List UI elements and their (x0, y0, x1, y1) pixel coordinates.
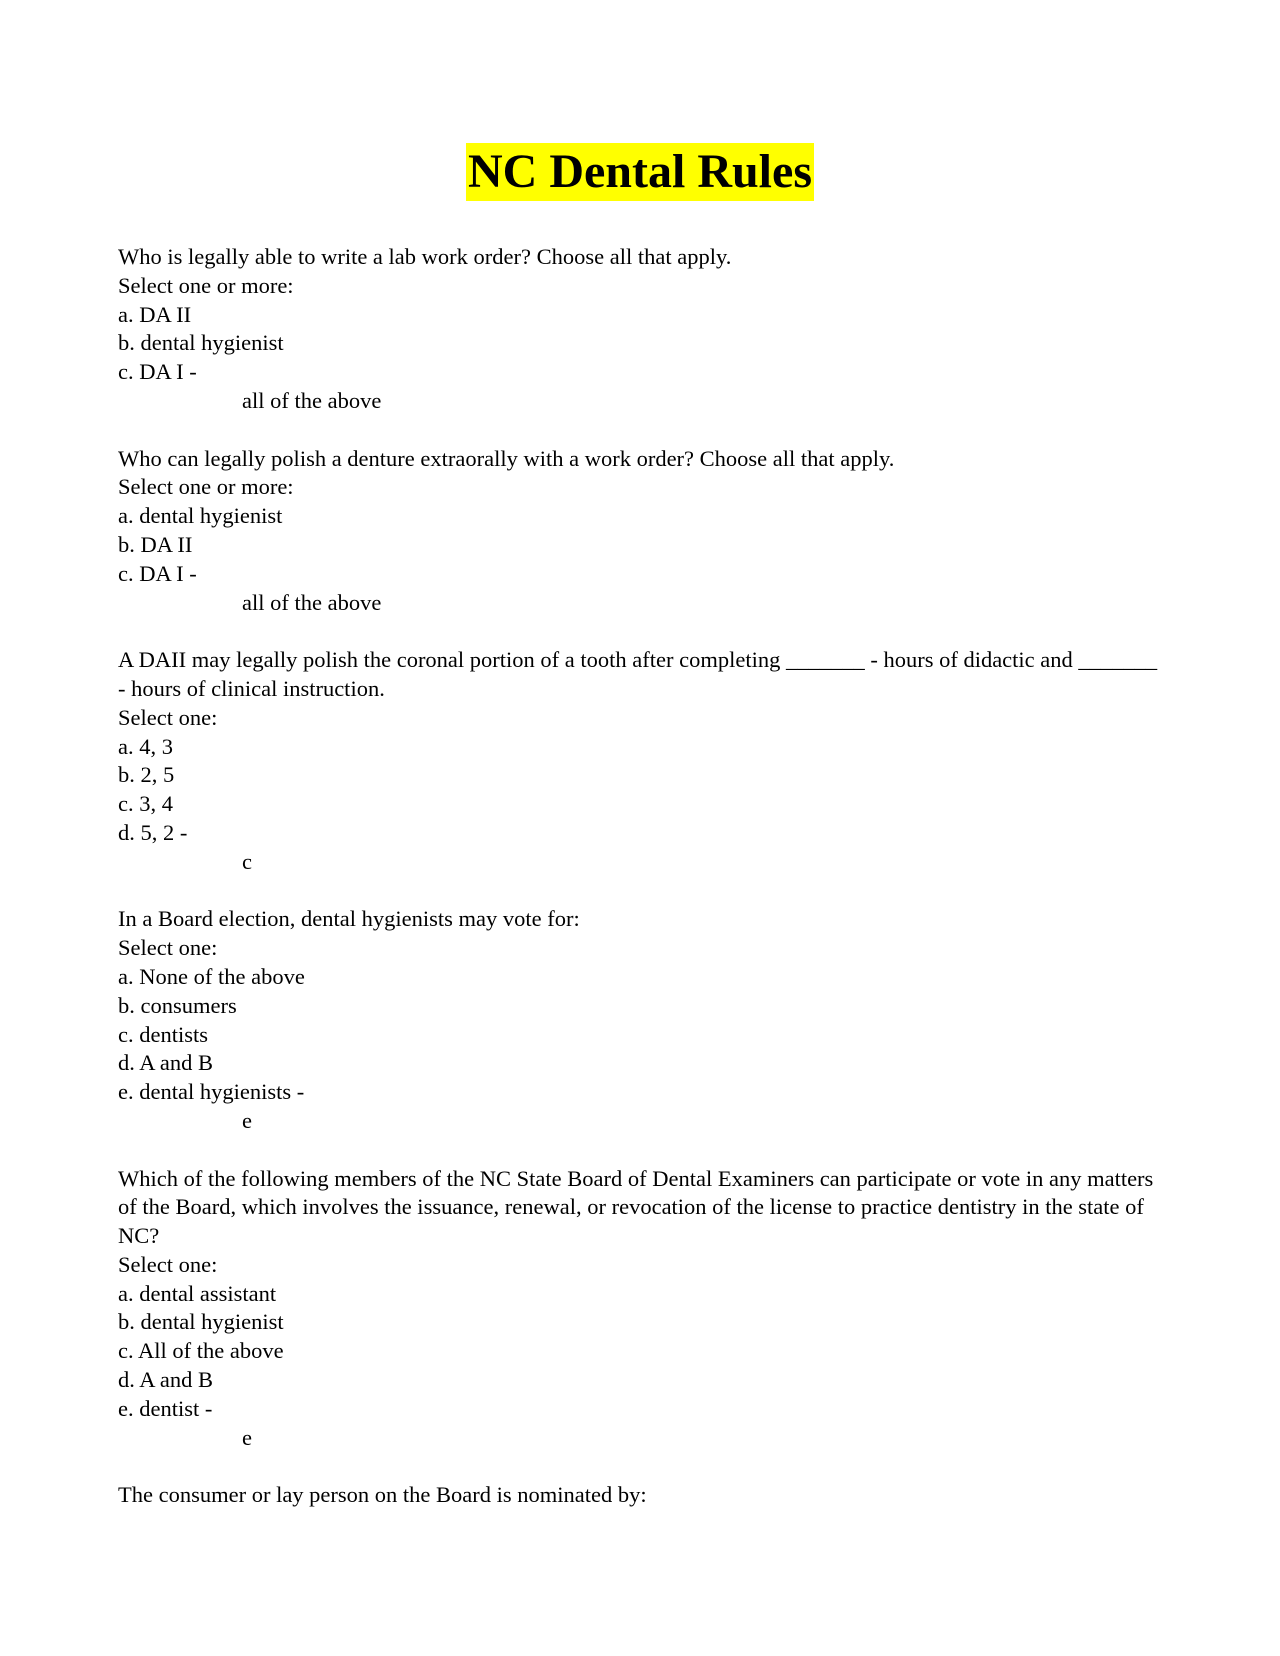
answer-text: e (242, 1107, 252, 1133)
question-text: Who can legally polish a denture extraorally with a work order? Choose all that apply. (118, 445, 895, 471)
option-c: c. DA I - (118, 359, 197, 385)
question-text: In a Board election, dental hygienists may vote for: (118, 906, 580, 932)
question-text: The consumer or lay person on the Board is nominated by: (118, 1482, 647, 1508)
option-c: c. dentists (118, 1021, 208, 1047)
option-b: b. DA II (118, 531, 193, 557)
option-c: c. DA I - (118, 560, 197, 586)
question-block-6 (118, 1481, 1164, 1510)
answer-text: all of the above (242, 589, 382, 615)
option-b: b. consumers (118, 992, 237, 1018)
question-text: Who is legally able to write a lab work order? Choose all that apply. (118, 244, 732, 269)
question-instruction: Select one: (118, 1251, 218, 1277)
option-d: d. A and B (118, 1050, 214, 1076)
question-instruction: Select one or more: (118, 474, 294, 500)
question-block-4 (118, 905, 1164, 1135)
question-instruction: Select one or more: (118, 272, 294, 298)
answer-text: all of the above (242, 387, 382, 413)
question-list (118, 243, 1164, 1539)
question-block-1 (118, 243, 1164, 416)
option-b: b. dental hygienist (118, 330, 284, 356)
option-a: a. dental hygienist (118, 503, 283, 529)
option-e: e. dentist - (118, 1395, 213, 1421)
option-a: a. None of the above (118, 963, 305, 989)
answer-text: c (242, 848, 252, 874)
option-d: d. 5, 2 - (118, 819, 188, 845)
option-c: c. All of the above (118, 1338, 284, 1364)
option-a: a. dental assistant (118, 1280, 277, 1306)
option-c: c. 3, 4 (118, 791, 173, 817)
document-title: NC Dental Rules (466, 143, 814, 201)
option-e: e. dental hygienists - (118, 1079, 305, 1105)
answer-text: e (242, 1424, 252, 1450)
question-text: A DAII may legally polish the coronal portion of a tooth after completing _______ - hours of didactic and _______ - hours of clinical instruction. (118, 647, 1158, 701)
question-text: Which of the following members of the NC State Board of Dental Examiners can participate or vote in any matters of the Board, which involves the issuance, renewal, or revocation of the license to practice dentistry in the state of NC? (118, 1165, 1154, 1249)
option-d: d. A and B (118, 1367, 214, 1393)
option-a: a. 4, 3 (118, 733, 173, 759)
option-a: a. DA II (118, 301, 192, 327)
question-block-2 (118, 445, 1164, 618)
title-wrapper (0, 143, 1280, 201)
question-instruction: Select one: (118, 704, 218, 730)
question-block-3 (118, 646, 1164, 876)
option-b: b. 2, 5 (118, 762, 175, 788)
option-b: b. dental hygienist (118, 1309, 284, 1335)
question-block-5 (118, 1165, 1164, 1453)
question-instruction: Select one: (118, 935, 218, 961)
